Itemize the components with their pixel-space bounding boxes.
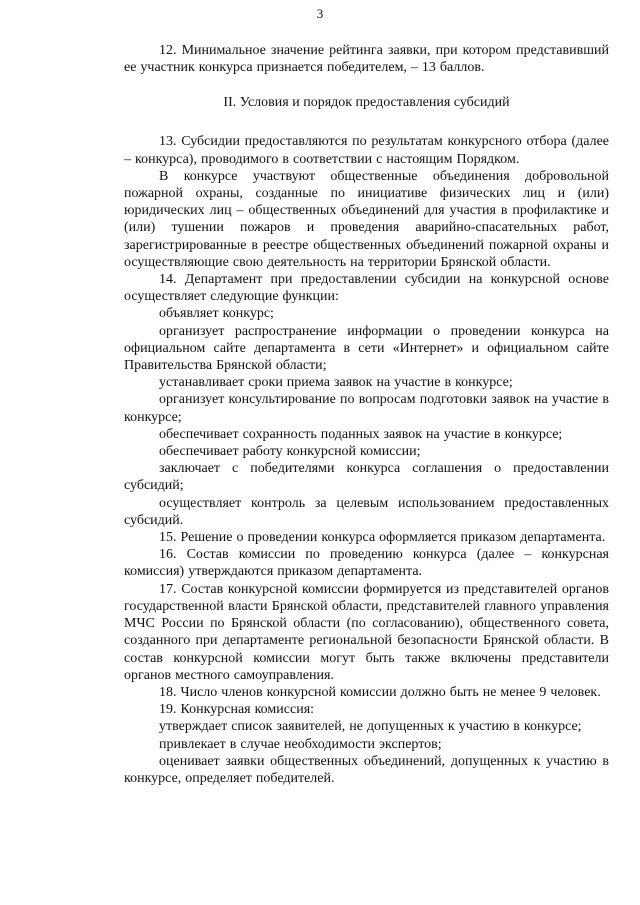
section-heading: II. Условия и порядок предоставления субсидий [223, 95, 510, 111]
list-item: привлекает в случае необходимости экспертов; [159, 736, 442, 752]
list-item: организует консультирование по вопросам подготовки заявок на участие в конкурсе; [124, 392, 609, 425]
list-item: утверждает список заявителей, не допущенных к участию в конкурсе; [159, 719, 582, 735]
list-item: оценивает заявки общественных объединений, допущенных к участию в конкурсе, определяет победителей. [124, 753, 609, 786]
list-item: обеспечивает работу конкурсной комиссии; [159, 444, 421, 460]
paragraph: 13. Субсидии предоставляются по результатам конкурсного отбора (далее – конкурса), проводимого в соответствии с настоящим Порядком. [124, 134, 609, 167]
document-body [124, 42, 609, 787]
list-item: заключает с победителями конкурса соглашения о предоставлении субсидий; [124, 461, 609, 494]
paragraph: 17. Состав конкурсной комиссии формируется из представителей органов государственной власти Брянской области, представителей главного управления МЧС России по Брянской области (по согласованию), общественного совета, созданного при департаменте региональной безопасности Брянской области. В состав конкурсной комиссии могут быть также включены представители органов местного самоуправления. [124, 581, 609, 683]
paragraph: 16. Состав комиссии по проведению конкурса (далее – конкурсная комиссия) утверждаются приказом департамента. [124, 547, 609, 580]
list-item: устанавливает сроки приема заявок на участие в конкурсе; [159, 375, 513, 391]
list-item: осуществляет контроль за целевым использованием предоставленных субсидий. [124, 495, 609, 528]
page-number: 3 [316, 6, 324, 21]
paragraph: 14. Департамент при предоставлении субсидии на конкурсной основе осуществляет следующие функции: [124, 272, 609, 305]
paragraph: 15. Решение о проведении конкурса оформляется приказом департамента. [159, 530, 606, 546]
paragraph: 18. Число членов конкурсной комиссии должно быть не менее 9 человек. [159, 684, 601, 700]
paragraph-12: 12. Минимальное значение рейтинга заявки, при котором представивший ее участник конкурса признается победителем, – 13 баллов. [124, 43, 609, 76]
list-item: организует распространение информации о проведении конкурса на официальном сайте департамента в сети «Интернет» и официальном сайте Правительства Брянской области; [124, 323, 609, 374]
paragraph: 19. Конкурсная комиссия: [159, 702, 315, 718]
paragraph: В конкурсе участвуют общественные объединения добровольной пожарной охраны, созданные по инициативе физических лиц и (или) юридических лиц – общественных объединений для участия в профилактике и (или) тушении пожаров и проведения аварийно-спасательных работ, зарегистрированные в реестре общественных объединений пожарной охраны и осуществляющие свою деятельность на территории Брянской области. [124, 168, 609, 270]
list-item: объявляет конкурс; [159, 306, 274, 322]
list-item: обеспечивает сохранность поданных заявок на участие в конкурсе; [159, 426, 563, 442]
